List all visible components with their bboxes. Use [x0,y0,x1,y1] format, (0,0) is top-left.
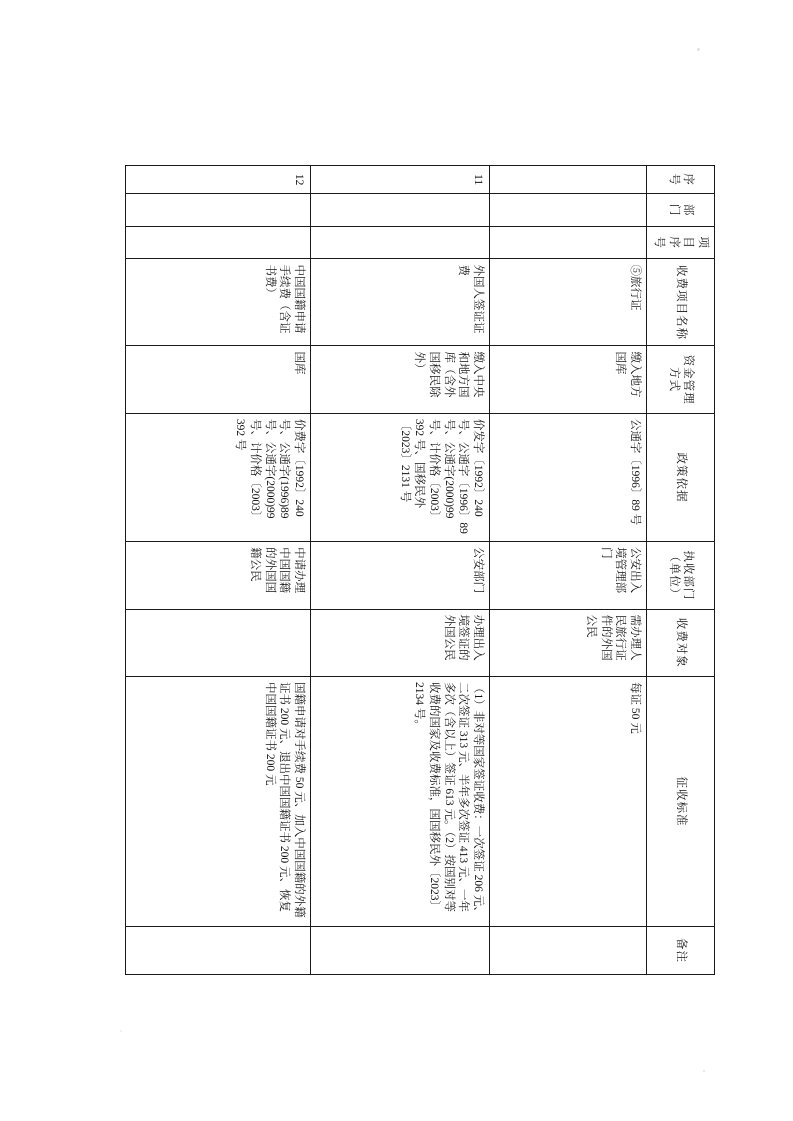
column-header-basis: 政策依据 [647,413,715,541]
column-header-dept: 部门 [647,194,715,227]
fee-schedule-table-container [115,165,715,975]
column-header-target: 收费对象 [647,609,715,676]
table-row [490,166,647,975]
table-header-row [647,166,715,975]
cell-name: 中国国籍申请手续费（含证书费） [126,259,311,346]
scan-speck [697,48,700,51]
cell-remark [311,927,490,975]
cell-name: ⑤旅行证 [490,259,647,346]
cell-basis: 价发字〔1992〕240 号、公通字〔1996〕89 号、公通字(2000)99 号、计价格〔2003〕392 号、国移民外〔2023〕2131 号 [311,413,490,541]
cell-target [126,609,311,676]
cell-item-no [311,226,490,259]
cell-item-no [490,226,647,259]
column-header-no: 序号 [647,166,715,194]
cell-fund: 缴入地方国库 [490,346,647,413]
cell-no: 12 [126,166,311,194]
scan-speck [120,1030,122,1032]
cell-org: 中请办理中国国籍的外国国籍公民 [126,542,311,609]
cell-no [490,166,647,194]
column-header-item-no: 项目序号 [647,226,715,259]
cell-fund: 缴入中央和地方国库（含外国移民除外） [311,346,490,413]
cell-basis: 价费字〔1992〕240 号、公通字(1996)89 号、公通字(2000)99 号、计价格〔2003〕392 号 [126,413,311,541]
column-header-name: 收费项目名称 [647,259,715,346]
cell-target: 需办理人民旅行证件的外国公民 [490,609,647,676]
cell-target: 办理出入境签证的外国公民 [311,609,490,676]
cell-dept [311,194,490,227]
cell-item-no [126,226,311,259]
cell-fund: 国库 [126,346,311,413]
cell-remark [490,927,647,975]
cell-dept [490,194,647,227]
cell-standard: （1）非对等国家签证收费：一次签证 206 元、二次签证 313 元、半年多次签证 413 元、一年多次（含以上）签证 613 元。（2）按国别对等收费的国家及收费标准，国国移民外〔2023〕2134 号。 [311,676,490,926]
cell-standard: 国籍申请对手续费 50 元、加入中国国籍的外籍证书 200 元、退出中国国籍证书 200 元、恢复中国国籍证书 200 元 [126,676,311,926]
cell-basis: 公通字〔1996〕89 号 [490,413,647,541]
table-row [311,166,490,975]
column-header-fund: 资金管理方式 [647,346,715,413]
cell-name: 外国人签证证费 [311,259,490,346]
cell-no: 11 [311,166,490,194]
cell-org: 公安部门 [311,542,490,609]
scan-speck [703,1070,705,1072]
column-header-org: 执收部门（单位） [647,542,715,609]
cell-org: 公安出入境管理部门 [490,542,647,609]
cell-standard: 每证 50 元 [490,676,647,926]
column-header-remark: 备注 [647,927,715,975]
cell-dept [126,194,311,227]
column-header-standard: 征收标准 [647,676,715,926]
fee-schedule-table [125,165,715,975]
cell-remark [126,927,311,975]
table-row [126,166,311,975]
